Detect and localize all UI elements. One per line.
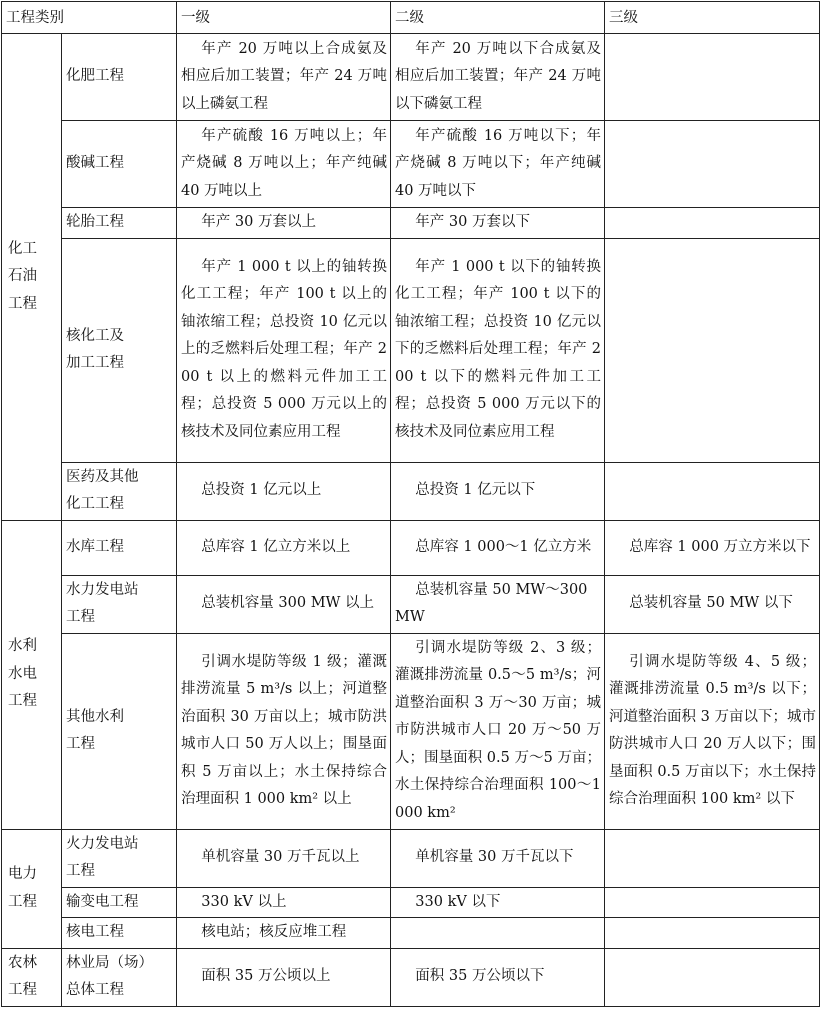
level-3-cell [605,208,820,239]
subcategory-cell: 其他水利 工程 [62,633,177,829]
category-cell: 水利 水电 工程 [2,520,62,829]
table-row [2,633,820,829]
level-1-cell: 年产 30 万套以上 [177,208,391,239]
subcategory-cell: 水库工程 [62,520,177,575]
category-cell: 电力 工程 [2,829,62,948]
table-row [2,208,820,239]
level-3-cell [605,948,820,1006]
level-2-cell: 引调水堤防等级 2、3 级；灌溉排涝流量 0.5～5 m³/s；河道整治面积 3 万～30 万亩；城市防洪城市人口 20 万～50 万人；围垦面积 0.5 万～5 万亩；水土保持综合治理面积 100～1 000 km² [391,633,605,829]
level-1-cell: 年产硫酸 16 万吨以上；年产烧碱 8 万吨以上；年产纯碱 40 万吨以上 [177,121,391,208]
level-1-cell: 总投资 1 亿元以上 [177,462,391,520]
engineering-classification-table [1,1,820,1007]
category-cell: 化工 石油 工程 [2,34,62,521]
header-level-3: 三级 [605,2,820,34]
level-1-cell: 330 kV 以上 [177,887,391,918]
level-1-cell: 年产 1 000 t 以上的铀转换化工工程；年产 100 t 以上的铀浓缩工程；总投资 10 亿元以上的乏燃料后处理工程；年产 200 t 以上的燃料元件加工工程；总投资 5 000 万元以上的核技术及同位素应用工程 [177,238,391,462]
table-row [2,121,820,208]
subcategory-cell: 核化工及 加工工程 [62,238,177,462]
table-row [2,520,820,575]
table-row [2,887,820,918]
level-1-cell: 总装机容量 300 MW 以上 [177,575,391,633]
header-row [2,2,820,34]
level-2-cell: 总装机容量 50 MW～300 MW [391,575,605,633]
level-3-cell [605,238,820,462]
header-level-2: 二级 [391,2,605,34]
table-row [2,918,820,949]
level-2-cell: 年产 30 万套以下 [391,208,605,239]
level-2-cell: 年产 1 000 t 以下的铀转换化工工程；年产 100 t 以下的铀浓缩工程；总投资 10 亿元以下的乏燃料后处理工程；年产 200 t 以下的燃料元件加工工程；总投资 5 000 万元以下的核技术及同位素应用工程 [391,238,605,462]
level-1-cell: 单机容量 30 万千瓦以上 [177,829,391,887]
table-row [2,238,820,462]
level-3-cell [605,829,820,887]
level-3-cell [605,462,820,520]
level-3-cell: 总库容 1 000 万立方米以下 [605,520,820,575]
subcategory-cell: 化肥工程 [62,34,177,121]
level-1-cell: 引调水堤防等级 1 级；灌溉排涝流量 5 m³/s 以上；河道整治面积 30 万亩以上；城市防洪城市人口 50 万人以上；围垦面积 5 万亩以上；水土保持综合治理面积 1 000 km² 以上 [177,633,391,829]
table-row [2,948,820,1006]
level-2-cell: 总库容 1 000～1 亿立方米 [391,520,605,575]
level-2-cell [391,918,605,949]
subcategory-cell: 输变电工程 [62,887,177,918]
level-1-cell: 总库容 1 亿立方米以上 [177,520,391,575]
level-2-cell: 单机容量 30 万千瓦以下 [391,829,605,887]
level-1-cell: 核电站；核反应堆工程 [177,918,391,949]
level-3-cell [605,121,820,208]
subcategory-cell: 医药及其他 化工工程 [62,462,177,520]
level-2-cell: 年产 20 万吨以下合成氨及相应后加工装置；年产 24 万吨以下磷氨工程 [391,34,605,121]
subcategory-cell: 轮胎工程 [62,208,177,239]
header-engineering-category: 工程类别 [2,2,177,34]
level-3-cell [605,887,820,918]
level-1-cell: 面积 35 万公顷以上 [177,948,391,1006]
table-row [2,34,820,121]
header-level-1: 一级 [177,2,391,34]
table-row [2,829,820,887]
subcategory-cell: 核电工程 [62,918,177,949]
table-row [2,462,820,520]
level-1-cell: 年产 20 万吨以上合成氨及相应后加工装置；年产 24 万吨以上磷氨工程 [177,34,391,121]
table-row [2,575,820,633]
table-body [2,2,820,1007]
category-cell: 农林 工程 [2,948,62,1006]
subcategory-cell: 林业局（场） 总体工程 [62,948,177,1006]
level-2-cell: 面积 35 万公顷以下 [391,948,605,1006]
level-3-cell: 引调水堤防等级 4、5 级；灌溉排涝流量 0.5 m³/s 以下；河道整治面积 3 万亩以下；城市防洪城市人口 20 万人以下；围垦面积 0.5 万亩以下；水土保持综合治理面积 100 km² 以下 [605,633,820,829]
level-2-cell: 总投资 1 亿元以下 [391,462,605,520]
subcategory-cell: 火力发电站 工程 [62,829,177,887]
subcategory-cell: 水力发电站 工程 [62,575,177,633]
level-3-cell [605,34,820,121]
level-2-cell: 330 kV 以下 [391,887,605,918]
subcategory-cell: 酸碱工程 [62,121,177,208]
level-2-cell: 年产硫酸 16 万吨以下；年产烧碱 8 万吨以下；年产纯碱 40 万吨以下 [391,121,605,208]
level-3-cell: 总装机容量 50 MW 以下 [605,575,820,633]
level-3-cell [605,918,820,949]
